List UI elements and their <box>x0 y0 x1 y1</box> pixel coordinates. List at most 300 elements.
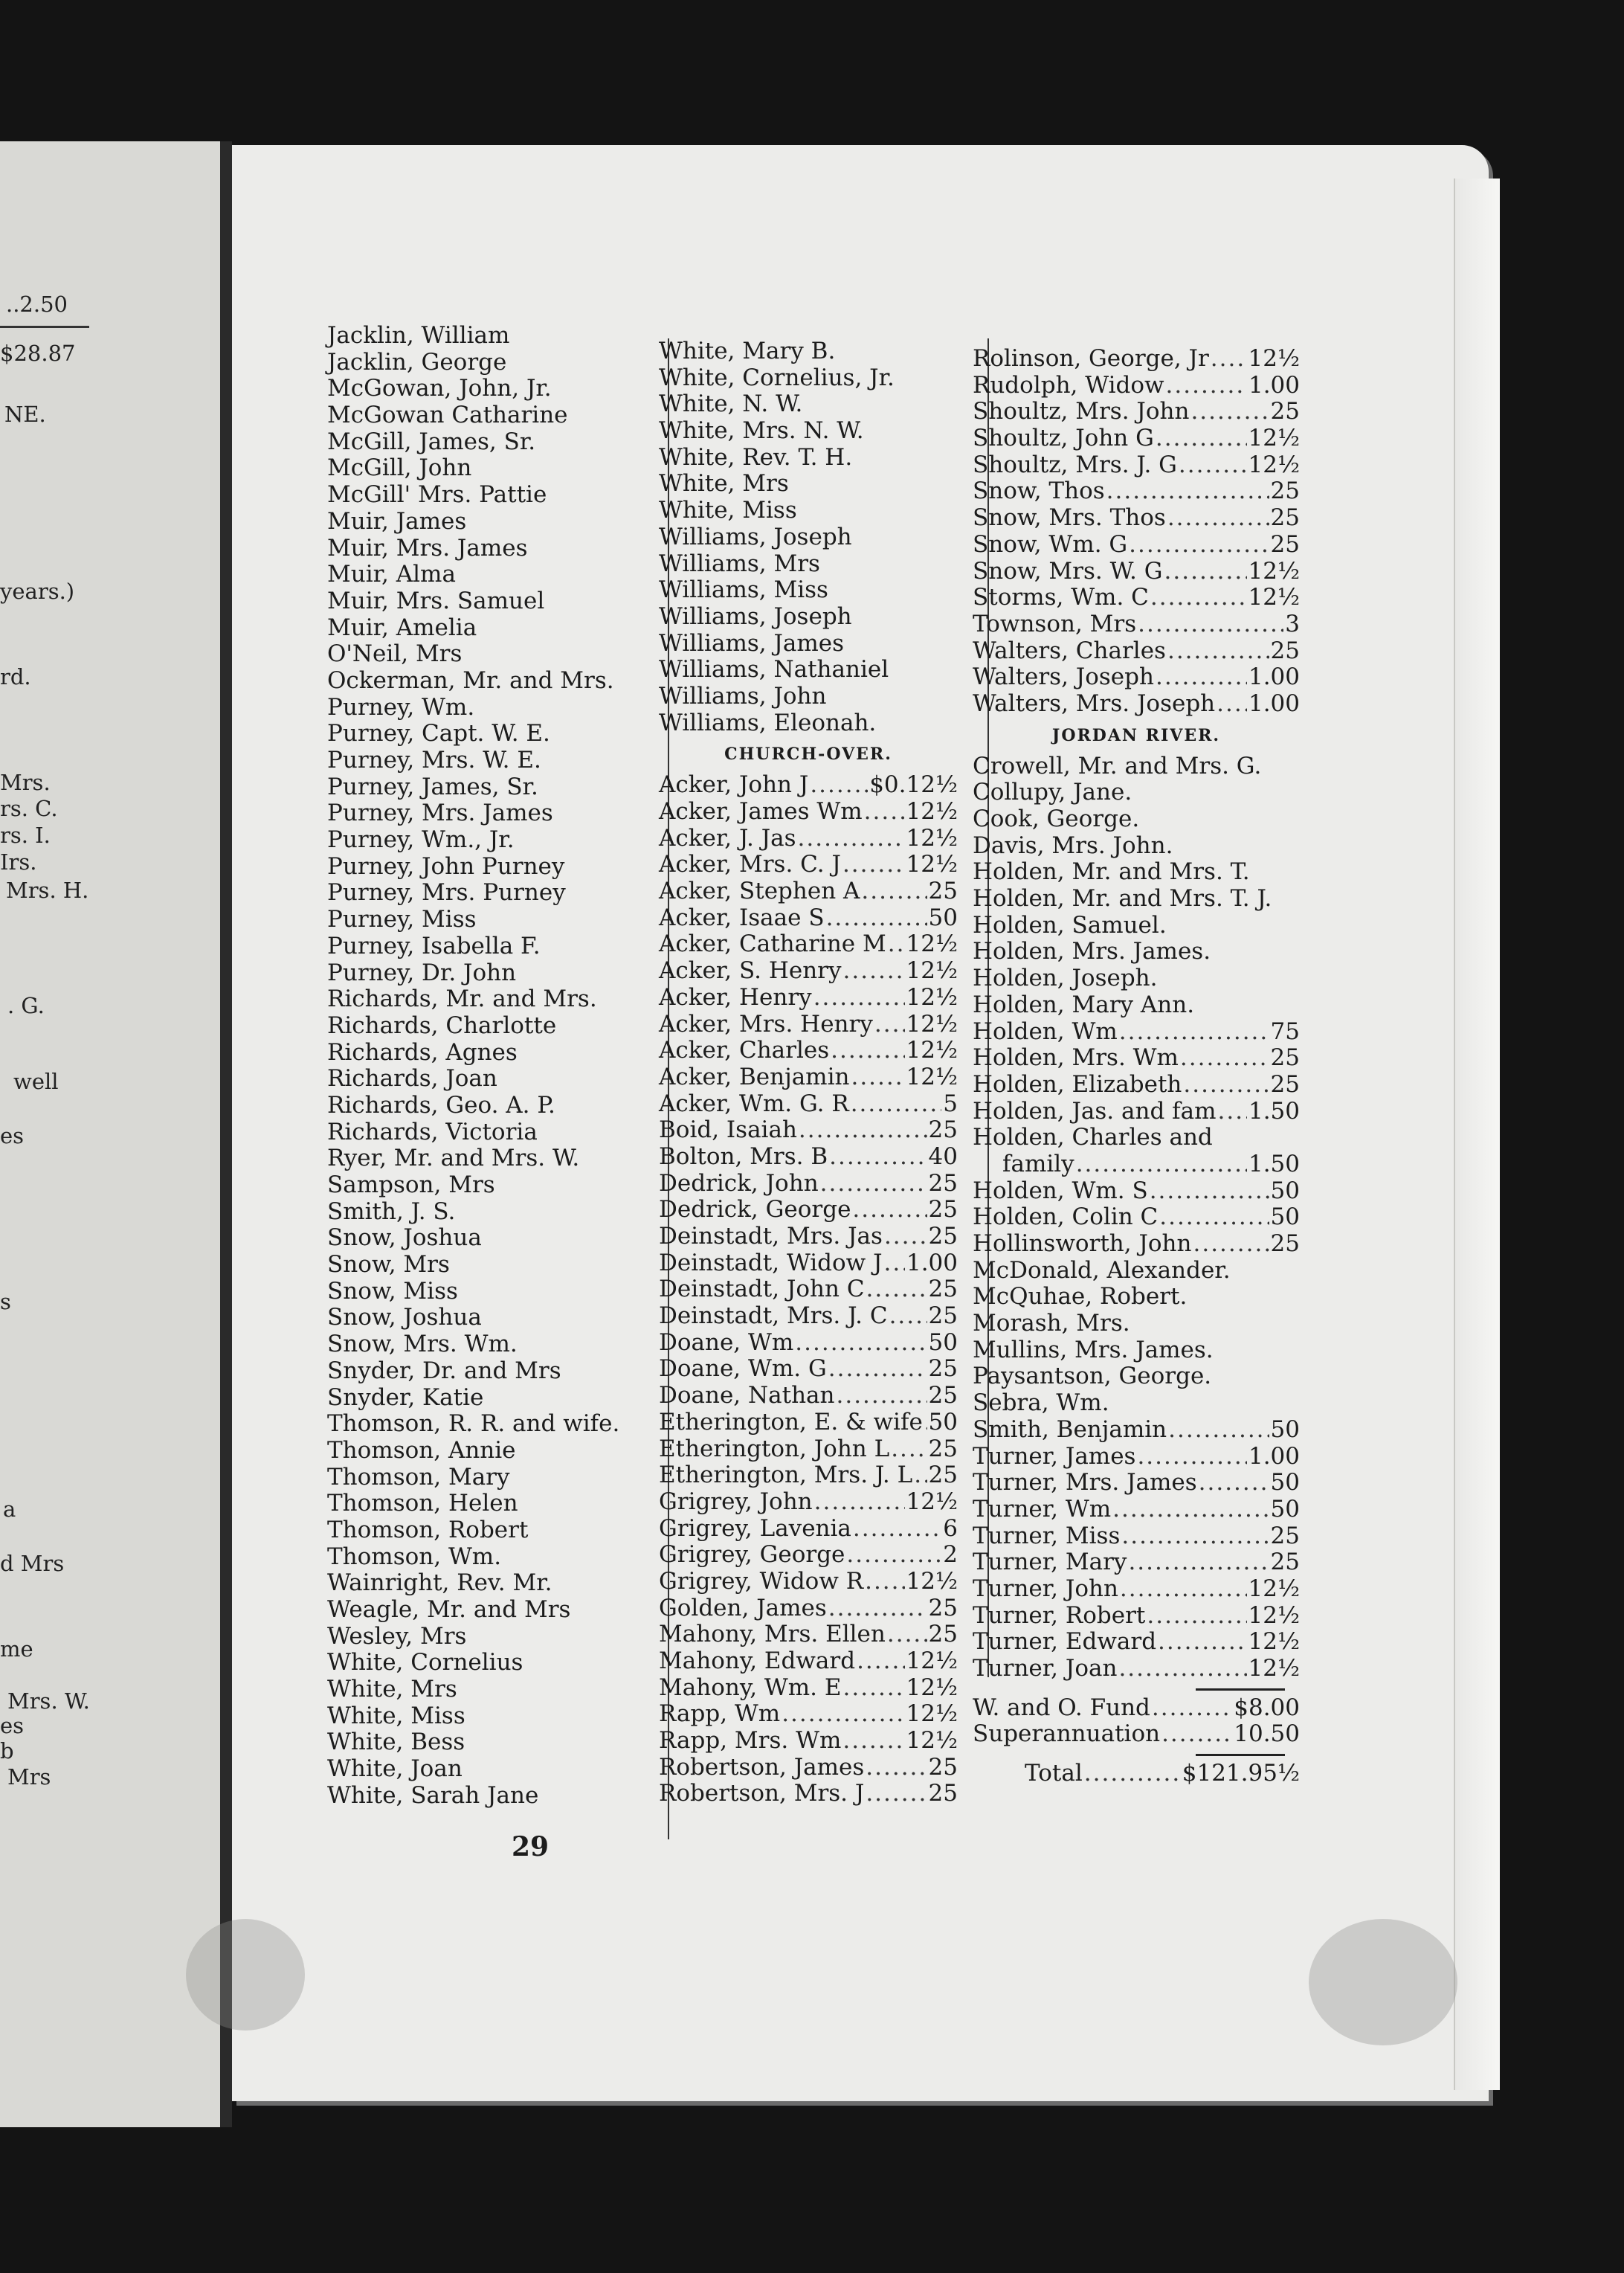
list-item <box>659 1383 958 1409</box>
entry-amount: 25 <box>928 1435 958 1462</box>
entry-name: Holden, Mrs. Wm <box>973 1044 1179 1072</box>
entry-name: Purney, Miss <box>327 906 477 933</box>
list-item <box>327 536 654 562</box>
list-item <box>327 1385 654 1412</box>
dot-leader <box>866 1755 927 1781</box>
entry-name: Holden, Wm <box>973 1017 1118 1045</box>
list-item <box>659 1675 958 1702</box>
entry-name: Superannuation <box>973 1720 1161 1748</box>
list-item <box>327 1703 654 1730</box>
dot-leader <box>866 1781 927 1807</box>
entry-name: Rudolph, Widow <box>973 371 1164 399</box>
entry-name: Shoultz, Mrs. J. G <box>973 451 1177 478</box>
list-item <box>327 1438 654 1465</box>
list-item <box>327 1066 654 1093</box>
dot-leader <box>914 1462 927 1489</box>
dot-leader <box>1190 399 1269 425</box>
dot-leader <box>1119 1019 1269 1046</box>
entry-name: Richards, Charlotte <box>327 1012 557 1039</box>
list-item <box>973 1284 1300 1311</box>
entry-amount: 12½ <box>906 1063 958 1090</box>
page-edge <box>1454 179 1500 2090</box>
entry-name: Walters, Joseph <box>973 663 1154 691</box>
list-item <box>659 1276 958 1303</box>
entry-amount: 50 <box>1270 1415 1300 1443</box>
list-item <box>659 1595 958 1622</box>
list-item <box>327 960 654 987</box>
list-item <box>973 611 1300 638</box>
entry-name: Smith, J. S. <box>327 1197 456 1225</box>
list-item <box>973 1231 1300 1258</box>
entry-amount: 25 <box>928 1780 958 1807</box>
list-item <box>327 1491 654 1517</box>
entry-name: Doane, Wm <box>659 1328 794 1356</box>
list-item <box>659 1781 958 1807</box>
entry-name: Dedrick, George <box>659 1196 851 1224</box>
list-item <box>327 1172 654 1199</box>
entry-name: Richards, Mr. and Mrs. <box>327 986 597 1013</box>
page-number: 29 <box>512 1831 550 1862</box>
entry-name: Cook, George. <box>973 806 1140 832</box>
left-page-line: Mrs. W. <box>7 1688 90 1714</box>
entry-amount: 25 <box>928 1594 958 1621</box>
list-item <box>973 373 1300 399</box>
entry-name: Holden, Wm. S <box>973 1177 1148 1204</box>
list-item <box>973 1178 1300 1205</box>
entry-name: Deinstadt, John C <box>659 1276 865 1303</box>
left-page-line: . G. <box>7 993 45 1018</box>
entry-name: Snow, Wm. G <box>973 530 1128 558</box>
list-item <box>973 1496 1300 1523</box>
list-item <box>327 376 654 402</box>
dot-leader <box>1166 373 1247 399</box>
list-item <box>973 1523 1300 1550</box>
list-item <box>327 986 654 1013</box>
entry-name: Turner, Mary <box>973 1549 1127 1576</box>
section-heading-jordan-river: JORDAN RIVER. <box>1051 725 1221 745</box>
left-page-rule <box>0 326 89 328</box>
dot-leader <box>874 1012 905 1038</box>
dot-leader <box>814 1489 905 1516</box>
list-item <box>659 1012 958 1038</box>
entry-name: White, Miss <box>659 497 797 524</box>
list-item <box>327 1729 654 1756</box>
list-item <box>973 913 1300 939</box>
entry-name: Holden, Samuel. <box>973 911 1167 939</box>
entry-name: McGill, James, Sr. <box>327 428 536 455</box>
list-item <box>973 452 1300 479</box>
list-item <box>659 985 958 1012</box>
left-page-line: Mrs <box>7 1764 51 1790</box>
dot-leader <box>864 799 905 826</box>
entry-name: Mullins, Mrs. James. <box>973 1336 1214 1363</box>
list-item <box>659 1224 958 1250</box>
list-item <box>659 338 958 365</box>
dot-leader <box>1152 1695 1232 1722</box>
list-item <box>327 668 654 695</box>
entry-name: White, Mrs <box>327 1676 457 1703</box>
list-item <box>327 907 654 933</box>
entry-name: Rapp, Mrs. Wm <box>659 1727 842 1755</box>
entry-name: Acker, Charles <box>659 1037 830 1064</box>
list-item <box>327 562 654 588</box>
entry-amount: 1.00 <box>906 1249 958 1276</box>
entry-name: McGill' Mrs. Pattie <box>327 481 547 509</box>
list-item <box>327 588 654 615</box>
list-item <box>659 710 958 737</box>
entry-name: Acker, James Wm <box>659 798 863 825</box>
entry-name: W. and O. Fund <box>973 1694 1150 1721</box>
entry-amount: 25 <box>1270 1230 1300 1257</box>
entry-amount: 25 <box>928 1196 958 1224</box>
list-item <box>659 1144 958 1171</box>
entry-name: Rolinson, George, Jr <box>973 345 1209 372</box>
dot-leader <box>1161 1721 1232 1748</box>
entry-name: Jacklin, George <box>327 348 507 376</box>
list-item <box>659 958 958 985</box>
entry-name: Thomson, Mary <box>327 1463 510 1491</box>
entry-name: McGowan Catharine <box>327 402 568 429</box>
dot-leader <box>857 1648 904 1675</box>
entry-amount: 1.00 <box>1248 689 1300 717</box>
list-item <box>973 1311 1300 1337</box>
list-item <box>973 559 1300 585</box>
entry-amount: 25 <box>928 1276 958 1303</box>
dot-leader <box>1158 1629 1246 1656</box>
entry-name: White, N. W. <box>659 390 803 418</box>
dot-leader <box>884 1250 905 1277</box>
list-item <box>327 1225 654 1252</box>
list-item <box>659 1701 958 1728</box>
dot-leader <box>887 1621 927 1648</box>
dot-leader <box>846 1542 941 1569</box>
entry-name: Sampson, Mrs <box>327 1171 495 1198</box>
left-page-line: Mrs. <box>0 770 51 795</box>
left-page-line: es <box>0 1713 25 1738</box>
list-item <box>659 852 958 878</box>
list-item <box>973 1019 1300 1046</box>
left-page-line: es <box>0 1123 25 1148</box>
list-item <box>327 1517 654 1544</box>
dot-leader <box>1217 691 1247 718</box>
list-item <box>973 399 1300 425</box>
entry-name: Acker, Mrs. C. J <box>659 851 841 878</box>
dot-leader <box>1118 1656 1246 1682</box>
entry-name: Grigrey, Widow R <box>659 1567 864 1595</box>
dot-leader <box>843 958 905 985</box>
list-item <box>973 1099 1300 1125</box>
entry-amount: $0.12½ <box>869 771 958 799</box>
entry-amount: 25 <box>928 1753 958 1781</box>
entry-name: Snyder, Dr. and Mrs <box>327 1357 561 1384</box>
dot-leader <box>1106 478 1269 505</box>
entry-amount: 12½ <box>1248 584 1300 611</box>
entry-name: Richards, Victoria <box>327 1118 538 1145</box>
entry-name: Acker, Isaae S <box>659 904 825 931</box>
entry-name: Deinstadt, Mrs. Jas <box>659 1223 883 1250</box>
entry-name: White, Mrs <box>659 470 789 498</box>
dot-leader <box>1168 1417 1269 1444</box>
entry-name: Muir, Amelia <box>327 614 477 641</box>
left-page-line: ..2.50 <box>6 292 68 317</box>
left-page-fragment <box>0 141 223 2127</box>
entry-name: Thomson, Helen <box>327 1490 518 1517</box>
list-item <box>659 1648 958 1675</box>
entry-amount: $121.95½ <box>1182 1760 1300 1787</box>
entry-name: Robertson, James <box>659 1753 865 1781</box>
entry-amount: 25 <box>928 1462 958 1489</box>
list-item <box>327 854 654 881</box>
list-item <box>327 1783 654 1810</box>
entry-name: Collupy, Jane. <box>973 779 1132 806</box>
entry-name: family <box>1002 1150 1074 1177</box>
entry-name: Acker, Catharine M <box>659 930 886 958</box>
list-item <box>659 1091 958 1118</box>
column-2 <box>659 338 958 1807</box>
stain <box>1309 1919 1457 2045</box>
dot-leader <box>1112 1496 1269 1523</box>
entry-name: Thomson, Wm. <box>327 1543 502 1570</box>
entry-name: Snyder, Katie <box>327 1383 484 1411</box>
dot-leader <box>1150 1178 1269 1205</box>
entry-name: Deinstadt, Widow J <box>659 1249 883 1276</box>
entry-name: Grigrey, John <box>659 1488 813 1515</box>
dot-leader <box>1167 505 1269 532</box>
dot-leader <box>813 985 905 1012</box>
dot-leader <box>828 1356 927 1383</box>
entry-name: White, Mrs. N. W. <box>659 417 864 445</box>
list-item <box>327 1465 654 1491</box>
entry-amount: 25 <box>928 1621 958 1648</box>
entry-amount: 12½ <box>906 983 958 1011</box>
list-item <box>973 1072 1300 1099</box>
entry-name: Acker, S. Henry <box>659 957 842 985</box>
entry-name: White, Sarah Jane <box>327 1781 539 1809</box>
entry-name: Turner, Miss <box>973 1522 1121 1549</box>
list-item <box>659 365 958 392</box>
list-item <box>973 1656 1300 1682</box>
entry-name: Purney, John Purney <box>327 852 565 880</box>
list-item <box>973 779 1300 806</box>
dot-leader <box>851 1091 942 1118</box>
entry-amount: 12½ <box>1248 1628 1300 1656</box>
dot-leader <box>924 1409 927 1436</box>
left-page-line: years.) <box>0 579 75 604</box>
entry-name: White, Miss <box>327 1702 465 1729</box>
list-item <box>973 1337 1300 1364</box>
list-item <box>659 604 958 631</box>
list-item <box>973 1045 1300 1072</box>
list-item <box>327 455 654 482</box>
entry-name: Purney, James, Sr. <box>327 773 538 800</box>
entry-amount: 12½ <box>906 798 958 825</box>
entry-name: Purney, Mrs. James <box>327 800 553 827</box>
entry-name: Thomson, R. R. and wife. <box>327 1410 620 1438</box>
dot-leader <box>1193 1231 1269 1258</box>
list-item <box>973 939 1300 965</box>
entry-amount: $8.00 <box>1234 1694 1300 1721</box>
entry-name: Richards, Agnes <box>327 1038 518 1066</box>
entry-name: Holden, Mary Ann. <box>973 991 1195 1018</box>
entry-name: Holden, Colin C <box>973 1203 1159 1231</box>
entry-name: Holden, Mrs. James. <box>973 938 1211 965</box>
list-item <box>327 1199 654 1226</box>
entry-amount: 25 <box>1270 1549 1300 1576</box>
entry-name: White, Joan <box>327 1755 463 1783</box>
entry-amount: 1.00 <box>1248 663 1300 691</box>
dot-leader <box>1128 1549 1269 1576</box>
entry-name: White, Mary B. <box>659 338 836 364</box>
list-item <box>973 1603 1300 1630</box>
list-item <box>973 833 1300 860</box>
entry-name: Purney, Wm. <box>327 693 475 721</box>
entry-name: Mahony, Edward <box>659 1647 856 1674</box>
entry-name: Wainright, Rev. Mr. <box>327 1569 552 1597</box>
list-item <box>973 965 1300 992</box>
list-item <box>659 1462 958 1489</box>
entry-amount: 12½ <box>906 1727 958 1755</box>
dot-leader <box>1183 1072 1269 1099</box>
entry-name: Storms, Wm. C <box>973 584 1149 611</box>
entry-name: Walters, Mrs. Joseph <box>973 689 1216 717</box>
list-item <box>973 1629 1300 1656</box>
entry-amount: 12½ <box>1248 1601 1300 1629</box>
list-item <box>659 577 958 604</box>
entry-name: Acker, Benjamin <box>659 1063 850 1090</box>
list-item <box>327 1544 654 1571</box>
dot-leader <box>1076 1151 1247 1178</box>
list-item <box>973 992 1300 1019</box>
entry-name: Doane, Wm. G <box>659 1355 827 1383</box>
list-item <box>973 1390 1300 1417</box>
list-item <box>659 1197 958 1224</box>
entry-name: Etherington, E. & wife <box>659 1408 923 1436</box>
list-item <box>659 684 958 710</box>
entry-name: Holden, Mr. and Mrs. T. J. <box>973 885 1272 913</box>
left-page-line: rd. <box>0 664 31 689</box>
entry-amount: 1.50 <box>1248 1097 1300 1125</box>
entry-amount: 50 <box>928 904 958 931</box>
entry-amount: 25 <box>928 878 958 905</box>
entry-amount: 12½ <box>906 1488 958 1515</box>
entry-amount: 25 <box>928 1355 958 1383</box>
entry-amount: 12½ <box>906 957 958 985</box>
dot-leader <box>889 1303 927 1330</box>
list-item <box>659 631 958 658</box>
list-item <box>327 1093 654 1119</box>
dot-leader <box>1211 346 1247 373</box>
entry-name: Acker, John J <box>659 771 809 799</box>
entry-name: Hollinsworth, John <box>973 1230 1192 1257</box>
entry-name: Holden, Mr. and Mrs. T. <box>973 858 1250 886</box>
list-item <box>659 524 958 551</box>
entry-name: Sebra, Wm. <box>973 1389 1109 1417</box>
dot-leader <box>810 772 868 799</box>
entry-name: Crowell, Mr. and Mrs. G. <box>973 752 1262 779</box>
list-item <box>973 664 1300 691</box>
list-item <box>659 1038 958 1064</box>
entry-name: Williams, Eleonah. <box>659 709 877 736</box>
entry-name: Doane, Nathan <box>659 1382 835 1409</box>
list-item <box>327 1624 654 1650</box>
list-item <box>327 933 654 960</box>
dot-leader <box>826 905 927 932</box>
list-item <box>327 323 654 350</box>
entry-name: Holden, Joseph. <box>973 965 1158 992</box>
list-item <box>327 1040 654 1067</box>
list-item <box>327 880 654 907</box>
list-item <box>973 1576 1300 1603</box>
left-page-line: s <box>0 1289 11 1314</box>
entry-amount: 12½ <box>1248 1655 1300 1682</box>
list-item <box>659 826 958 852</box>
entry-name: McGowan, John, Jr. <box>327 375 552 402</box>
dot-leader <box>866 1276 927 1303</box>
entry-amount: 12½ <box>906 1037 958 1064</box>
book-gutter <box>220 141 232 2127</box>
entry-name: Turner, Mrs. James <box>973 1469 1197 1496</box>
dot-leader <box>884 1224 927 1250</box>
list-item <box>973 1721 1300 1748</box>
entry-amount: 5 <box>943 1090 958 1117</box>
entry-name: Williams, John <box>659 682 827 710</box>
entry-name: Ryer, Mr. and Mrs. W. <box>327 1145 580 1172</box>
list-item <box>327 800 654 827</box>
entry-name: Purney, Dr. John <box>327 959 517 986</box>
left-page-line: b <box>0 1738 14 1764</box>
list-item <box>973 532 1300 559</box>
entry-name: McGill, John <box>327 454 472 482</box>
list-item <box>659 471 958 498</box>
entry-name: Weagle, Mr. and Mrs <box>327 1596 571 1623</box>
list-item <box>973 1549 1300 1576</box>
list-item <box>327 1756 654 1783</box>
entry-amount: 25 <box>1270 1044 1300 1072</box>
dot-leader <box>865 1569 904 1595</box>
entry-amount: 12½ <box>1248 1575 1300 1602</box>
entry-amount: 12½ <box>906 1010 958 1038</box>
list-item <box>327 350 654 376</box>
entry-amount: 50 <box>1270 1469 1300 1496</box>
entry-amount: 12½ <box>906 851 958 878</box>
entry-name: Turner, James <box>973 1442 1136 1470</box>
list-item <box>327 429 654 456</box>
left-page-line: me <box>0 1636 33 1662</box>
entry-name: Ockerman, Mr. and Mrs. <box>327 666 614 694</box>
list-item <box>973 1417 1300 1444</box>
entry-amount: 25 <box>1270 1070 1300 1098</box>
entry-amount: 1.00 <box>1248 371 1300 399</box>
entry-amount: 50 <box>928 1408 958 1436</box>
list-item <box>659 1250 958 1277</box>
entry-name: Purney, Isabella F. <box>327 932 541 959</box>
sum-rule <box>1196 1754 1285 1756</box>
list-item <box>327 1676 654 1703</box>
list-item <box>973 691 1300 718</box>
list-item <box>327 1358 654 1385</box>
list-item <box>659 1330 958 1357</box>
left-page-line: rs. C. <box>0 796 58 821</box>
entry-amount: 1.50 <box>1248 1150 1300 1177</box>
dot-leader <box>798 826 905 852</box>
list-item <box>327 1570 654 1597</box>
list-item <box>659 1516 958 1543</box>
list-item <box>659 445 958 472</box>
list-item <box>973 1444 1300 1470</box>
list-item <box>659 772 958 799</box>
entry-name: Golden, James <box>659 1594 827 1621</box>
dot-leader <box>1218 1099 1247 1125</box>
